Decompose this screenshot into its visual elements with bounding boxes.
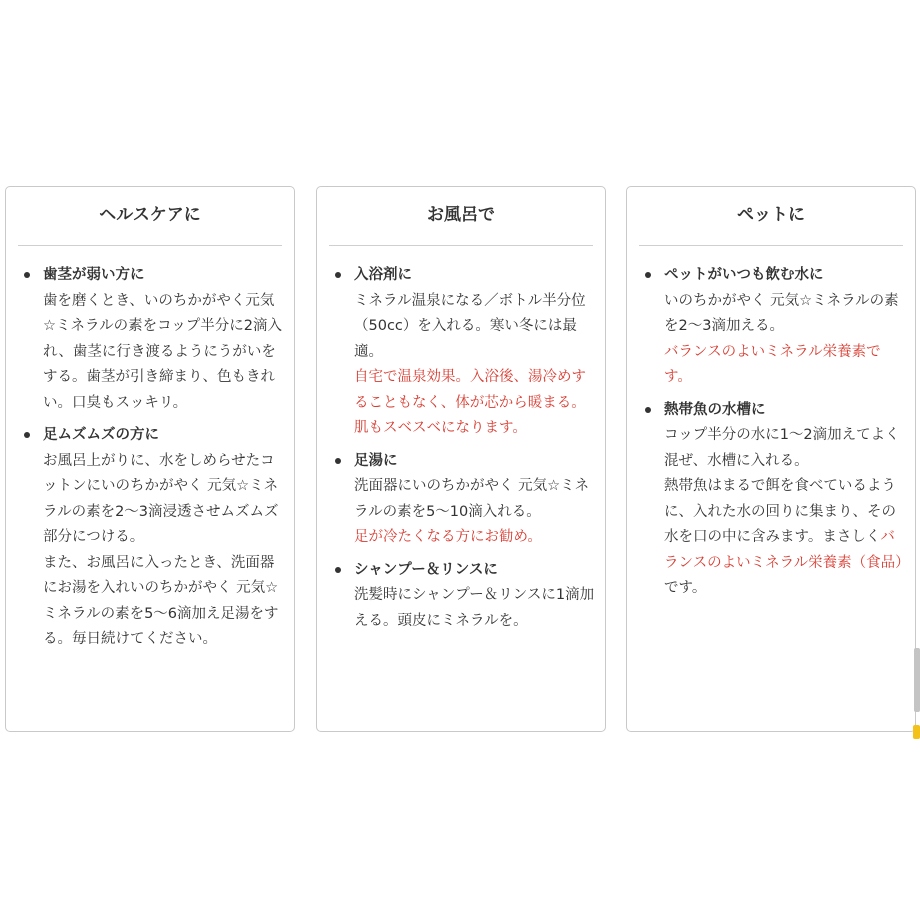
item-heading: ペットがいつも飲む水に: [664, 267, 824, 283]
bullet-icon: [645, 407, 651, 413]
scrollbar-thumb[interactable]: [914, 648, 920, 712]
item-body: 洗髪時にシャンプー＆リンスに1滴加える。頭皮にミネラルを。: [354, 587, 595, 629]
list-item: [645, 263, 905, 391]
bullet-icon: [645, 272, 651, 278]
divider: [329, 245, 593, 246]
item-heading: 熱帯魚の水槽に: [664, 401, 766, 418]
card-title: ヘルスケアに: [99, 205, 201, 225]
item-highlight: 足が冷たくなる方にお勧め。: [354, 529, 542, 545]
card-title: ペットに: [737, 205, 805, 225]
item-body-tail: です。: [664, 580, 707, 596]
list-item: [24, 423, 284, 653]
item-body-text: 熱帯魚はまるで餌を食べているように、入れた水の回りに集まり、その水を口の中に含みます。まさしく: [664, 478, 896, 545]
item-body: いのちかがやく 元気☆ミネラルの素を2〜3滴加える。: [664, 292, 899, 334]
card-health-care: [5, 186, 295, 732]
item-heading: 入浴剤に: [354, 267, 412, 283]
item-body: ミネラル温泉になる／ボトル半分位（50cc）を入れる。寒い冬には最適。: [354, 292, 586, 360]
list-item: [24, 263, 284, 416]
bullet-icon: [335, 458, 341, 464]
list-item: [335, 449, 595, 551]
item-body-extra: [664, 474, 910, 602]
item-body: お風呂上がりに、水をしめらせたコットンにいのちかがやく 元気☆ミネラルの素を2〜3滴浸透させムズムズ部分につける。: [43, 452, 279, 545]
item-highlight: バランスのよいミネラル栄養素です。: [664, 343, 881, 385]
bullet-icon: [335, 567, 341, 573]
card-title: お風呂で: [427, 205, 495, 225]
card-pet: [626, 186, 916, 732]
item-body: 歯を磨くとき、いのちかがやく元気☆ミネラルの素をコップ半分に2滴入れ、歯茎に行き渡るようにうがいをする。歯茎が引き締まり、色もきれい。口臭もスッキリ。: [43, 292, 282, 411]
usage-list: [335, 263, 595, 641]
edge-marker: [913, 725, 920, 739]
list-item: [335, 558, 595, 635]
card-bath: [316, 186, 606, 732]
divider: [18, 245, 282, 246]
item-body: 洗面器にいのちかがやく 元気☆ミネラルの素を5〜10滴入れる。: [354, 478, 590, 520]
item-heading: シャンプー＆リンスに: [354, 561, 498, 578]
usage-list: [645, 263, 910, 609]
item-heading: 足ムズムズの方に: [43, 427, 159, 443]
item-highlight: バランスのよいミネラル栄養素（食品）: [664, 529, 910, 571]
item-heading: 足湯に: [354, 452, 398, 469]
list-item: [645, 398, 910, 602]
item-body: コップ半分の水に1〜2滴加えてよく混ぜ、水槽に入れる。: [664, 427, 900, 469]
item-heading: 歯茎が弱い方に: [43, 267, 145, 283]
bullet-icon: [24, 272, 30, 278]
divider: [639, 245, 903, 246]
bullet-icon: [24, 432, 30, 438]
list-item: [335, 263, 595, 442]
usage-list: [24, 263, 284, 660]
item-body-extra: また、お風呂に入ったとき、洗面器にお湯を入れいのちかがやく 元気☆ミネラルの素を5〜6滴加え足湯をする。毎日続けてください。: [43, 554, 279, 647]
item-highlight: 自宅で温泉効果。入浴後、湯冷めすることもなく、体が芯から暖まる。肌もスベスベになります。: [354, 369, 586, 436]
bullet-icon: [335, 272, 341, 278]
